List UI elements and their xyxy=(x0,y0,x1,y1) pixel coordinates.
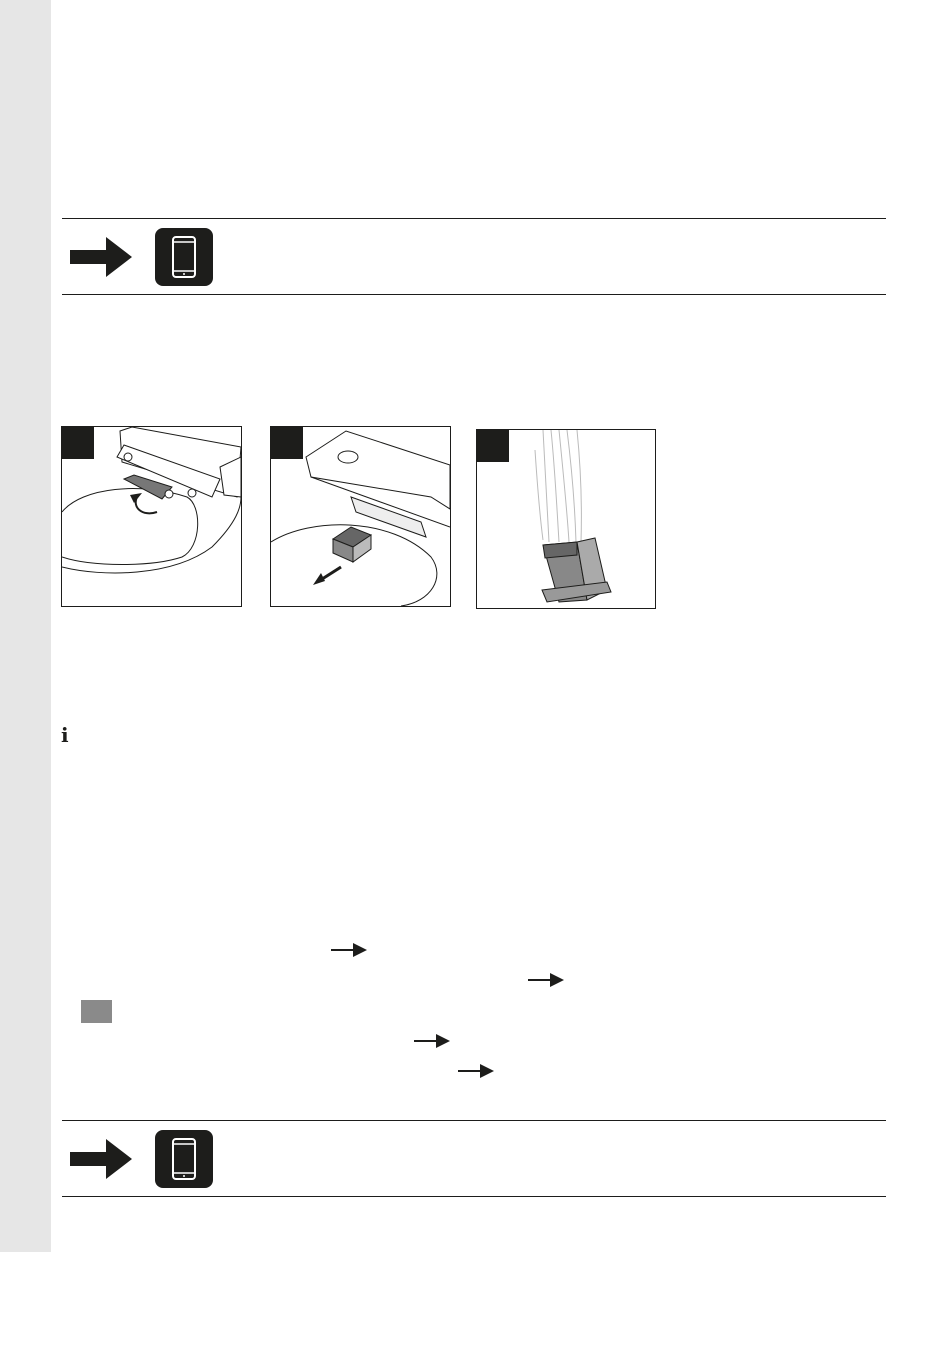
figure-remove-filter xyxy=(270,426,451,607)
app-reference-box-2 xyxy=(62,1121,886,1197)
smartphone-icon xyxy=(155,228,213,286)
right-arrow-icon xyxy=(70,233,134,281)
app-reference-box-1 xyxy=(62,219,886,295)
arrow-right-icon xyxy=(528,973,564,987)
step-number-3 xyxy=(477,430,509,462)
divider-bottom-1 xyxy=(62,294,886,295)
arrow-right-icon xyxy=(331,943,367,957)
info-icon: i xyxy=(61,723,69,747)
step-number-1 xyxy=(62,427,94,459)
right-arrow-icon xyxy=(70,1135,134,1183)
arrow-right-icon xyxy=(414,1034,450,1048)
grey-marker-chip xyxy=(81,1000,112,1023)
side-tab-band xyxy=(0,0,51,1252)
figure-lift-cover xyxy=(61,426,242,607)
step-number-2 xyxy=(271,427,303,459)
smartphone-icon xyxy=(155,1130,213,1188)
figure-rinse-filter xyxy=(476,429,656,609)
divider-bottom-2 xyxy=(62,1196,886,1197)
arrow-right-icon xyxy=(458,1064,494,1078)
